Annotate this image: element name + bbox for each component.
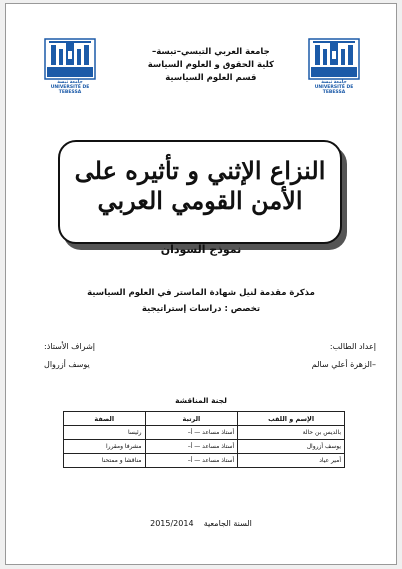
logo-caption-ar: جامعة تبسة: [57, 80, 83, 85]
department-name: قسم العلوم السياسية: [165, 73, 257, 83]
supervisor-name: يوسف أزروال: [44, 360, 90, 369]
member-rank: أستاذ مساعد — أ–: [145, 454, 238, 468]
member-role: مناقشا و ممتحنا: [64, 454, 146, 468]
logo-caption-fr: UNIVERSITÉ DE TEBESSA: [314, 85, 354, 95]
document-page: [5, 3, 397, 565]
academic-year-label: السنة الجامعية: [203, 519, 252, 528]
member-role: مشرفا ومقررا: [64, 440, 146, 454]
table-row: [64, 454, 345, 468]
university-logo-right: [305, 37, 363, 95]
academic-year-value: 2015/2014: [150, 519, 194, 528]
thesis-title-line1: النزاع الإثني و تأثيره على: [74, 156, 326, 185]
member-name: أمير عياد: [238, 454, 345, 468]
member-name: يوسف أزروال: [238, 440, 345, 454]
preparation-label: إعداد الطالب:: [329, 342, 376, 351]
university-name: جامعة العربي التبسي–تبسة–: [152, 47, 270, 57]
logo-caption-fr: UNIVERSITÉ DE TEBESSA: [50, 85, 90, 95]
table-header-row: [64, 412, 345, 426]
faculty-name: كلية الحقوق و العلوم السياسة: [147, 60, 274, 70]
university-logo-left: [41, 37, 99, 95]
header-rank: الرتبة: [145, 412, 238, 426]
member-rank: أستاذ مساعد — أ–: [145, 440, 238, 454]
supervision-label: إشراف الأستاذ:: [44, 342, 95, 351]
thesis-title-line2: الأمن القومي العربي: [97, 186, 303, 215]
university-logo-icon: [41, 37, 99, 85]
student-name: –الزهرة أعلي سالم: [311, 360, 376, 369]
institution-header: [148, 46, 274, 85]
table-row: [64, 440, 345, 454]
thesis-title-box: [58, 140, 342, 244]
memo-statement: مذكرة مقدمة لنيل شهادة الماستر في العلوم السياسية: [87, 288, 315, 298]
header-role: الصفة: [64, 412, 146, 426]
header-name: الإسم و اللقب: [238, 412, 345, 426]
member-name: بالديس بن حالة: [238, 426, 345, 440]
committee-table: [63, 411, 345, 468]
specialty-line: تخصص : دراسات إستراتيجية: [141, 304, 261, 314]
member-role: رئيسا: [64, 426, 146, 440]
academic-year: [6, 519, 396, 528]
thesis-subtitle: نموذج السودان: [160, 243, 242, 256]
logo-caption-ar: جامعة تبسة: [321, 80, 347, 85]
member-rank: أستاذ مساعد — أ–: [145, 426, 238, 440]
university-logo-icon: [305, 37, 363, 85]
committee-title: لجنة المناقشة: [175, 396, 227, 405]
table-row: [64, 426, 345, 440]
